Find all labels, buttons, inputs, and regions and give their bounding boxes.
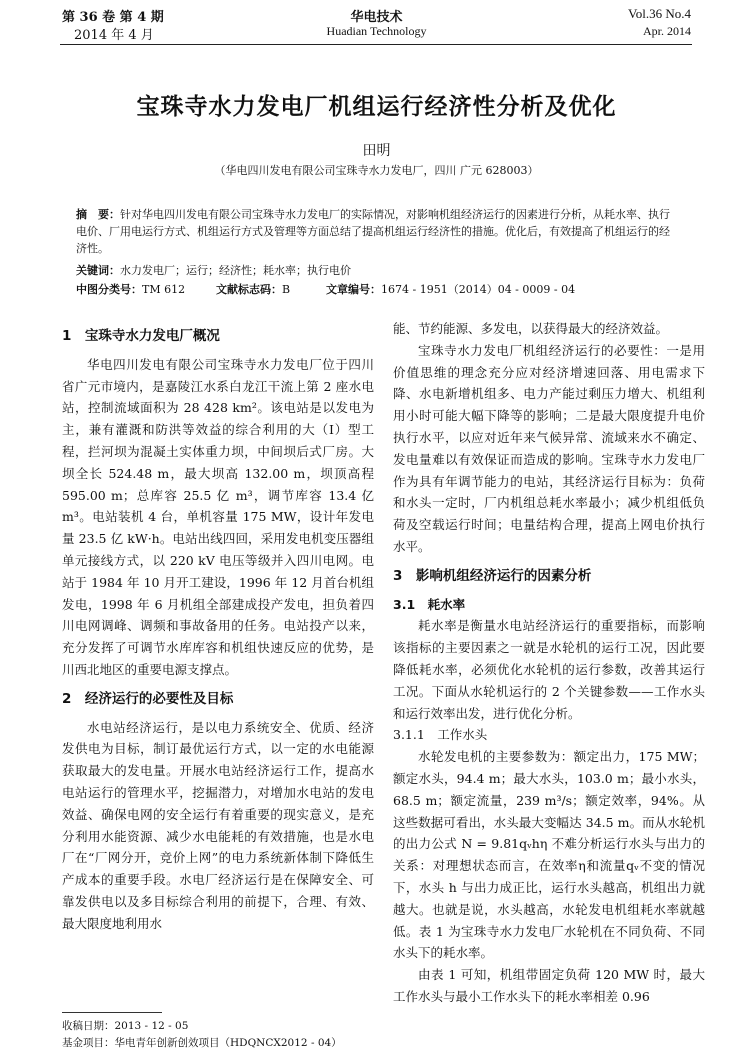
- volume-issue-en: Vol.36 No.4: [628, 6, 691, 21]
- subsection-3-1-paragraph: 耗水率是衡量水电站经济运行的重要指标，而影响该指标的主要因素之一就是水轮机的运行工况，因此要降低耗水率，必须优化水轮机的运行参数，改善其运行工况。下面从水轮机运行的 2 个关键参数——工作水头和运行效率出发，进行优化分析。: [393, 618, 705, 721]
- received-date: 收稿日期：2013 - 12 - 05: [62, 1020, 189, 1032]
- date-cn: 2014 年 4 月: [74, 28, 154, 43]
- clc-value: TM 612: [142, 283, 186, 296]
- section-2-heading: 2 经济运行的必要性及目标: [62, 690, 234, 707]
- article-number-label: 文章编号：: [326, 283, 381, 296]
- section-2-paragraph-2: 宝珠寺水力发电厂机组经济运行的必要性：一是用价值思维的理念充分应对经济增速回落、用电需求下降、水电新增机组多、电力产能过剩压力增大、机组利用小时可能大幅下降等的影响；二是最大限度提升电价执行水平，以应对近年来气候异常、流域来水不确定、发电量难以有效保证而造成的影响。宝珠寺水力发电厂作为具有年调节能力的电站，其经济运行目标为：负荷和水头一定时，厂内机组总耗水率最小；减少机组低负荷及空载运行时间；电量结构合理，提高上网电价执行水平。: [393, 342, 705, 554]
- right-column: [393, 318, 705, 1008]
- journal-name-en: Huadian Technology: [326, 24, 427, 38]
- date-en: Apr. 2014: [643, 24, 691, 38]
- footnote-rule: [62, 1012, 162, 1013]
- page-header: [0, 0, 753, 46]
- subsection-3-1-1-paragraph-2: 由表 1 可知，机组带固定负荷 120 MW 时，最大工作水头与最小工作水头下的耗水率相差 0.96: [393, 967, 705, 1004]
- article-number-value: 1674 - 1951（2014）04 - 0009 - 04: [381, 283, 576, 296]
- left-column: [62, 318, 374, 935]
- section-1-heading: 1 宝珠寺水力发电厂概况: [62, 328, 220, 344]
- paper-title: 宝珠寺水力发电厂机组运行经济性分析及优化: [136, 94, 617, 120]
- abstract: [76, 206, 676, 257]
- classification-line: [76, 281, 676, 297]
- keywords-label: 关键词：: [76, 264, 120, 277]
- subsection-3-1-1-paragraph-1: 水轮发电机的主要参数为：额定出力，175 MW；额定水头，94.4 m；最大水头，103.0 m；最小水头，68.5 m；额定流量，239 m³/s；额定效率，94%。从这些数据可看出，水头最大变幅达 34.5 m。而从水轮机的出力公式 N = 9.81qᵥhη 不难分析运行水头与出力的关系：对理想状态而言，在效率η和流量qᵥ不变的情况下，水头 h 与出力成正比，运行水头越高，机组出力就越大。也就是说，水头越高，水轮发电机组耗水率就越低。表 1 为宝珠寺水力发电厂水轮机在不同负荷、不同水头下的耗水率。: [393, 749, 705, 961]
- abstract-label: 摘 要：: [76, 208, 120, 221]
- section-3-heading: 3 影响机组经济运行的因素分析: [393, 567, 592, 584]
- volume-issue-cn: 第 36 卷 第 4 期: [62, 10, 164, 25]
- doc-code-value: B: [282, 283, 291, 296]
- abstract-text: 针对华电四川发电有限公司宝珠寺水力发电厂的实际情况，对影响机组经济运行的因素进行分析，从耗水率、执行电价、厂用电运行方式、机组运行方式及管理等方面总结了提高机组运行经济性的措施。优化后，有效提高了机组运行的经济性。: [76, 208, 670, 255]
- keywords-text: 水力发电厂；运行；经济性；耗水率；执行电价: [120, 264, 351, 277]
- header-rule: [60, 44, 692, 45]
- fund-project: 基金项目：华电青年创新创效项目（HDQNCX2012 - 04）: [62, 1037, 342, 1049]
- doc-code-label: 文献标志码：: [216, 283, 282, 296]
- subsection-3-1-heading: 3.1 耗水率: [393, 596, 466, 612]
- author: 田明: [362, 143, 391, 159]
- section-2-paragraph: 水电站经济运行，是以电力系统安全、优质、经济发供电为目标，制订最优运行方式，以一定的水电能源获取最大的发电量。开展水电站经济运行工作，提高水电站运行的管理水平，挖掘潜力，对增加水电站的发电效益、确保电网的安全运行有着重要的现实意义，是充分利用水能资源、减少水电能耗的有效措施，也是水电厂在“厂网分开，竞价上网”的电力系统新体制下降低生产成本的重要手段。水电厂经济运行是在保障安全、可靠发供电以及多目标综合利用的前提下，合理、有效、最大限度地利用水: [62, 719, 374, 931]
- section-1-paragraph: 华电四川发电有限公司宝珠寺水力发电厂位于四川省广元市境内，是嘉陵江水系白龙江干流上第 2 座水电站，控制流域面积为 28 428 km²。该电站是以发电为主，兼有灌溉和防洪等效益的综合利用的大（Ⅰ）型工程，拦河坝为混凝土实体重力坝，中间坝后式厂房。大坝全长 524.48 m，最大坝高 132.00 m，坝顶高程 595.00 m；总库容 25.5 亿 m³，调节库容 13.4 亿 m³。电站装机 4 台，单机容量 175 MW，设计年发电量 23.5 亿 kW·h。电站出线四回，采用发电机变压器组单元接线方式，以 220 kV 电压等级并入四川电网。电站于 1984 年 10 月开工建设，1996 年 12 月首台机组发电，1998 年 6 月机组全部建成投产发电，担负着四川电网调峰、调频和事故备用的任务。电站投产以来，充分发挥了可调节水库库容和机组快速反应的优势，是川西北地区的重要电源支撑点。: [62, 356, 374, 677]
- subsection-3-1-1-heading: 3.1.1 工作水头: [393, 727, 488, 743]
- clc-label: 中图分类号：: [76, 283, 142, 296]
- keywords: [76, 262, 676, 278]
- affiliation: （华电四川发电有限公司宝珠寺水力发电厂，四川 广元 628003）: [214, 164, 539, 177]
- journal-name-cn: 华电技术: [350, 10, 403, 25]
- section-2-paragraph-continued: 能、节约能源、多发电，以获得最大的经济效益。: [393, 321, 669, 336]
